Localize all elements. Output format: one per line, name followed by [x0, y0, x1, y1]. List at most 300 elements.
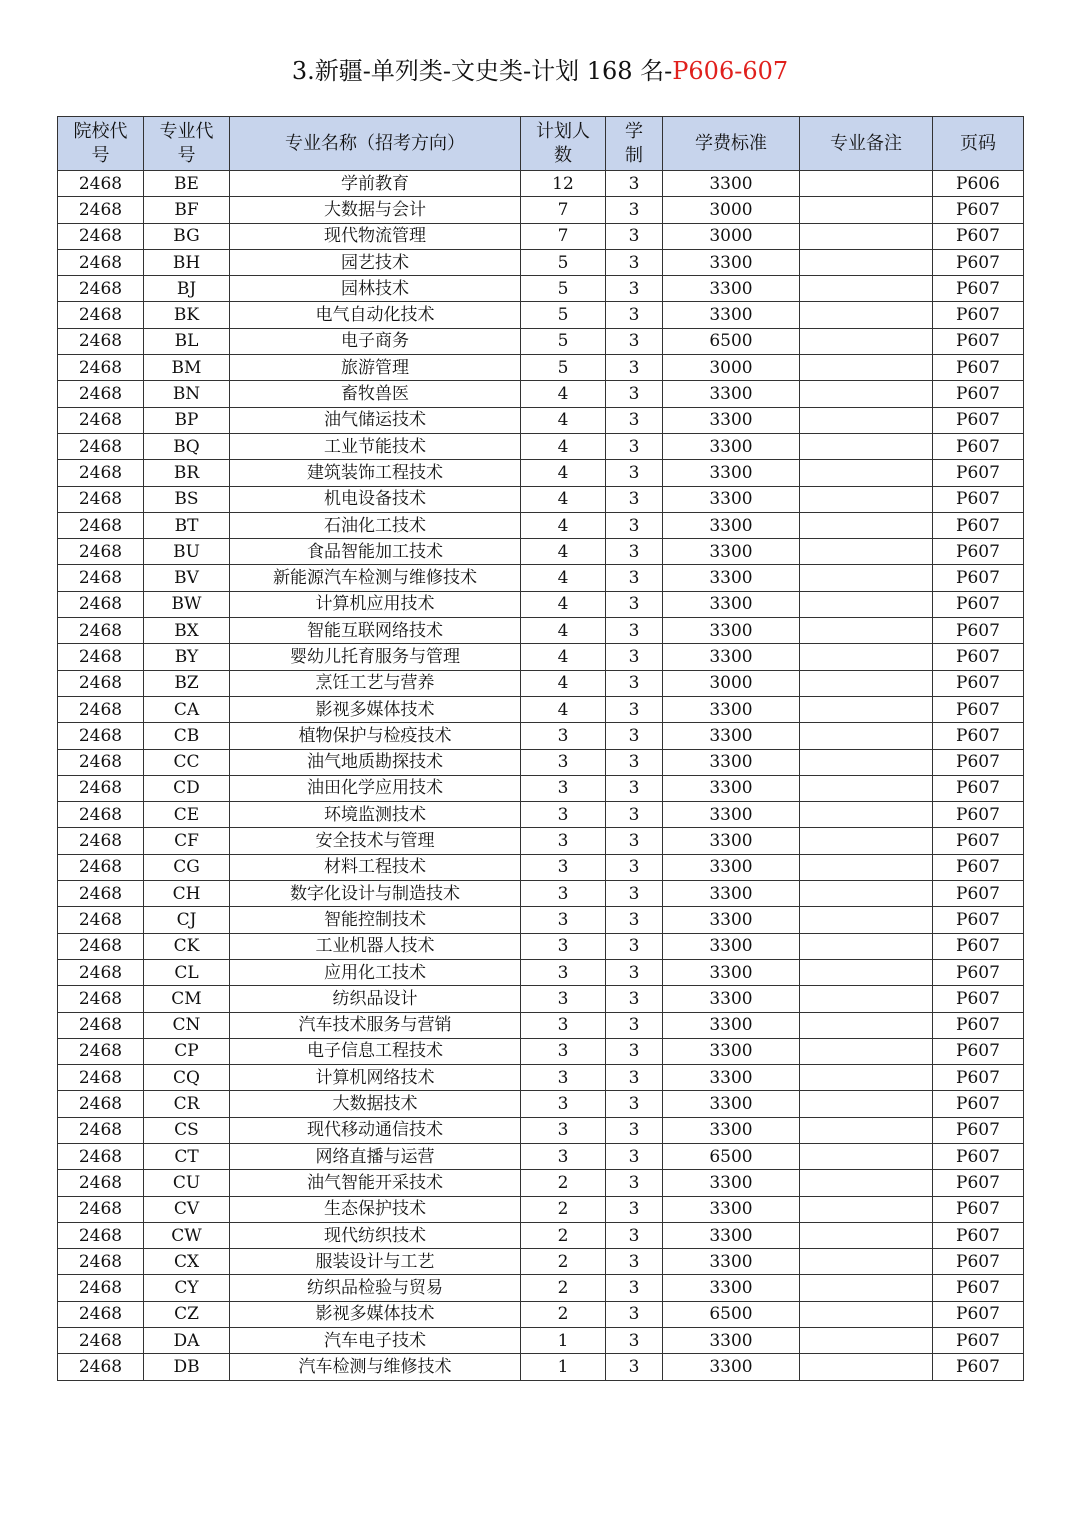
school-code-cell: 2468 [58, 1038, 144, 1064]
page-cell: P607 [933, 249, 1024, 275]
major-name-cell: 植物保护与检疫技术 [230, 723, 521, 749]
table-row [58, 881, 1024, 907]
plan-count-cell: 1 [521, 1328, 606, 1354]
major-code-cell: CR [144, 1091, 230, 1117]
table-row [58, 1091, 1024, 1117]
school-code-cell: 2468 [58, 828, 144, 854]
notes-cell [800, 486, 933, 512]
notes-cell [800, 223, 933, 249]
tuition-cell: 3000 [663, 670, 800, 696]
major-name-cell: 工业节能技术 [230, 433, 521, 459]
school-code-cell: 2468 [58, 355, 144, 381]
notes-cell [800, 1275, 933, 1301]
school-code-cell: 2468 [58, 1249, 144, 1275]
plan-count-cell: 5 [521, 355, 606, 381]
table-row [58, 907, 1024, 933]
duration-cell: 3 [606, 986, 663, 1012]
page-cell: P607 [933, 854, 1024, 880]
table-row [58, 407, 1024, 433]
tuition-cell: 3300 [663, 1065, 800, 1091]
major-name-cell: 影视多媒体技术 [230, 696, 521, 722]
notes-cell [800, 197, 933, 223]
tuition-cell: 3300 [663, 1091, 800, 1117]
notes-cell [800, 1143, 933, 1169]
major-name-cell: 机电设备技术 [230, 486, 521, 512]
major-name-cell: 计算机网络技术 [230, 1065, 521, 1091]
major-code-cell: BN [144, 381, 230, 407]
page-cell: P607 [933, 723, 1024, 749]
major-name-cell: 现代物流管理 [230, 223, 521, 249]
duration-cell: 3 [606, 959, 663, 985]
page-cell: P607 [933, 328, 1024, 354]
duration-cell: 3 [606, 171, 663, 197]
plan-count-cell: 5 [521, 249, 606, 275]
duration-cell: 3 [606, 1117, 663, 1143]
major-name-cell: 安全技术与管理 [230, 828, 521, 854]
school-code-cell: 2468 [58, 381, 144, 407]
duration-cell: 3 [606, 1143, 663, 1169]
duration-cell: 3 [606, 302, 663, 328]
page-cell: P607 [933, 407, 1024, 433]
duration-cell: 3 [606, 1012, 663, 1038]
page-cell: P607 [933, 1196, 1024, 1222]
table-row [58, 749, 1024, 775]
duration-cell: 3 [606, 618, 663, 644]
tuition-cell: 3300 [663, 986, 800, 1012]
school-code-cell: 2468 [58, 407, 144, 433]
major-code-cell: BY [144, 644, 230, 670]
major-code-cell: BZ [144, 670, 230, 696]
major-code-cell: CC [144, 749, 230, 775]
plan-count-cell: 2 [521, 1170, 606, 1196]
plan-count-cell: 3 [521, 881, 606, 907]
tuition-cell: 3300 [663, 749, 800, 775]
notes-cell [800, 1249, 933, 1275]
school-code-cell: 2468 [58, 881, 144, 907]
duration-cell: 3 [606, 933, 663, 959]
school-code-cell: 2468 [58, 539, 144, 565]
tuition-cell: 3300 [663, 1170, 800, 1196]
school-code-cell: 2468 [58, 171, 144, 197]
major-code-cell: CZ [144, 1301, 230, 1327]
major-name-cell: 工业机器人技术 [230, 933, 521, 959]
tuition-cell: 3300 [663, 1038, 800, 1064]
table-row [58, 591, 1024, 617]
major-code-cell: BS [144, 486, 230, 512]
plan-count-cell: 3 [521, 933, 606, 959]
table-row [58, 1328, 1024, 1354]
plan-count-cell: 3 [521, 1117, 606, 1143]
page-cell: P607 [933, 1222, 1024, 1248]
page-cell: P607 [933, 933, 1024, 959]
school-code-cell: 2468 [58, 1117, 144, 1143]
tuition-cell: 3300 [663, 828, 800, 854]
plan-count-cell: 4 [521, 433, 606, 459]
notes-cell [800, 802, 933, 828]
tuition-cell: 3300 [663, 1275, 800, 1301]
table-row [58, 1354, 1024, 1380]
major-name-cell: 大数据与会计 [230, 197, 521, 223]
school-code-cell: 2468 [58, 276, 144, 302]
major-name-cell: 学前教育 [230, 171, 521, 197]
notes-cell [800, 433, 933, 459]
notes-cell [800, 171, 933, 197]
duration-cell: 3 [606, 775, 663, 801]
major-code-cell: BQ [144, 433, 230, 459]
page-title [0, 52, 1080, 90]
tuition-cell: 3300 [663, 276, 800, 302]
notes-cell [800, 1170, 933, 1196]
duration-cell: 3 [606, 644, 663, 670]
notes-cell [800, 1328, 933, 1354]
major-code-cell: BJ [144, 276, 230, 302]
duration-cell: 3 [606, 591, 663, 617]
page-cell: P607 [933, 1038, 1024, 1064]
school-code-cell: 2468 [58, 775, 144, 801]
table-row [58, 959, 1024, 985]
page-cell: P607 [933, 775, 1024, 801]
tuition-cell: 3300 [663, 618, 800, 644]
school-code-cell: 2468 [58, 986, 144, 1012]
duration-cell: 3 [606, 1222, 663, 1248]
page-cell: P607 [933, 1275, 1024, 1301]
tuition-cell: 3300 [663, 959, 800, 985]
page-cell: P607 [933, 276, 1024, 302]
table-row [58, 828, 1024, 854]
tuition-cell: 6500 [663, 328, 800, 354]
major-name-cell: 材料工程技术 [230, 854, 521, 880]
notes-cell [800, 512, 933, 538]
plan-count-cell: 4 [521, 565, 606, 591]
plan-count-cell: 1 [521, 1354, 606, 1380]
major-code-cell: CJ [144, 907, 230, 933]
table-row [58, 171, 1024, 197]
table-row [58, 1117, 1024, 1143]
major-code-cell: BL [144, 328, 230, 354]
school-code-cell: 2468 [58, 802, 144, 828]
major-name-cell: 现代移动通信技术 [230, 1117, 521, 1143]
plan-count-cell: 3 [521, 1143, 606, 1169]
plan-count-cell: 3 [521, 775, 606, 801]
major-name-cell: 汽车技术服务与营销 [230, 1012, 521, 1038]
duration-cell: 3 [606, 512, 663, 538]
tuition-cell: 3300 [663, 1222, 800, 1248]
major-name-cell: 石油化工技术 [230, 512, 521, 538]
plan-count-cell: 12 [521, 171, 606, 197]
tuition-cell: 6500 [663, 1143, 800, 1169]
notes-cell [800, 302, 933, 328]
major-code-cell: CL [144, 959, 230, 985]
page-cell: P607 [933, 355, 1024, 381]
duration-cell: 3 [606, 907, 663, 933]
school-code-cell: 2468 [58, 249, 144, 275]
tuition-cell: 3300 [663, 1328, 800, 1354]
notes-cell [800, 723, 933, 749]
major-code-cell: CE [144, 802, 230, 828]
notes-cell [800, 881, 933, 907]
duration-cell: 3 [606, 276, 663, 302]
col-header-major-name: 专业名称（招考方向） [230, 117, 521, 171]
table-row [58, 1170, 1024, 1196]
major-name-cell: 园艺技术 [230, 249, 521, 275]
plan-count-cell: 3 [521, 854, 606, 880]
major-code-cell: CA [144, 696, 230, 722]
notes-cell [800, 1301, 933, 1327]
notes-cell [800, 828, 933, 854]
plan-count-cell: 3 [521, 1091, 606, 1117]
page-cell: P607 [933, 1328, 1024, 1354]
plan-count-cell: 4 [521, 644, 606, 670]
school-code-cell: 2468 [58, 749, 144, 775]
school-code-cell: 2468 [58, 959, 144, 985]
notes-cell [800, 1117, 933, 1143]
table-row [58, 696, 1024, 722]
page-cell: P607 [933, 1065, 1024, 1091]
duration-cell: 3 [606, 223, 663, 249]
school-code-cell: 2468 [58, 197, 144, 223]
table-row [58, 433, 1024, 459]
duration-cell: 3 [606, 407, 663, 433]
school-code-cell: 2468 [58, 1328, 144, 1354]
notes-cell [800, 1091, 933, 1117]
school-code-cell: 2468 [58, 933, 144, 959]
notes-cell [800, 407, 933, 433]
major-code-cell: CD [144, 775, 230, 801]
major-code-cell: BF [144, 197, 230, 223]
major-code-cell: CX [144, 1249, 230, 1275]
school-code-cell: 2468 [58, 1170, 144, 1196]
major-code-cell: BX [144, 618, 230, 644]
tuition-cell: 3300 [663, 512, 800, 538]
major-code-cell: CY [144, 1275, 230, 1301]
tuition-cell: 3300 [663, 775, 800, 801]
school-code-cell: 2468 [58, 1301, 144, 1327]
school-code-cell: 2468 [58, 1275, 144, 1301]
school-code-cell: 2468 [58, 854, 144, 880]
school-code-cell: 2468 [58, 460, 144, 486]
table-row [58, 1249, 1024, 1275]
duration-cell: 3 [606, 355, 663, 381]
table-row [58, 1275, 1024, 1301]
plan-count-cell: 2 [521, 1301, 606, 1327]
col-header-major-code: 专业代号 [144, 117, 230, 171]
notes-cell [800, 670, 933, 696]
table-row [58, 565, 1024, 591]
table-row [58, 1196, 1024, 1222]
tuition-cell: 3300 [663, 644, 800, 670]
notes-cell [800, 933, 933, 959]
page-cell: P607 [933, 486, 1024, 512]
title-page-range: P606-607 [672, 57, 789, 85]
page-cell: P607 [933, 749, 1024, 775]
table-row [58, 618, 1024, 644]
notes-cell [800, 644, 933, 670]
page-cell: P607 [933, 959, 1024, 985]
major-code-cell: CP [144, 1038, 230, 1064]
table-row [58, 1222, 1024, 1248]
col-header-page: 页码 [933, 117, 1024, 171]
table-row [58, 328, 1024, 354]
tuition-cell: 3300 [663, 907, 800, 933]
school-code-cell: 2468 [58, 1354, 144, 1380]
plan-count-cell: 3 [521, 749, 606, 775]
school-code-cell: 2468 [58, 1065, 144, 1091]
major-name-cell: 影视多媒体技术 [230, 1301, 521, 1327]
school-code-cell: 2468 [58, 565, 144, 591]
page-cell: P607 [933, 802, 1024, 828]
major-name-cell: 汽车检测与维修技术 [230, 1354, 521, 1380]
notes-cell [800, 591, 933, 617]
title-prefix: 3.新疆-单列类-文史类-计划 168 名- [291, 57, 673, 85]
tuition-cell: 3300 [663, 460, 800, 486]
plan-count-cell: 4 [521, 539, 606, 565]
table-row [58, 644, 1024, 670]
tuition-cell: 6500 [663, 1301, 800, 1327]
table-row [58, 223, 1024, 249]
page-cell: P607 [933, 565, 1024, 591]
notes-cell [800, 249, 933, 275]
page-cell: P607 [933, 1301, 1024, 1327]
duration-cell: 3 [606, 828, 663, 854]
duration-cell: 3 [606, 1249, 663, 1275]
school-code-cell: 2468 [58, 1222, 144, 1248]
plan-count-cell: 3 [521, 1065, 606, 1091]
school-code-cell: 2468 [58, 223, 144, 249]
page-cell: P607 [933, 381, 1024, 407]
table-row [58, 302, 1024, 328]
school-code-cell: 2468 [58, 433, 144, 459]
major-code-cell: BR [144, 460, 230, 486]
school-code-cell: 2468 [58, 591, 144, 617]
major-name-cell: 油气地质勘探技术 [230, 749, 521, 775]
table-row [58, 381, 1024, 407]
plan-count-cell: 2 [521, 1275, 606, 1301]
tuition-cell: 3300 [663, 802, 800, 828]
major-code-cell: CK [144, 933, 230, 959]
tuition-cell: 3300 [663, 407, 800, 433]
major-name-cell: 智能控制技术 [230, 907, 521, 933]
plan-count-cell: 3 [521, 828, 606, 854]
page-cell: P607 [933, 591, 1024, 617]
notes-cell [800, 1038, 933, 1064]
page-cell: P607 [933, 1143, 1024, 1169]
notes-cell [800, 775, 933, 801]
page-cell: P607 [933, 512, 1024, 538]
duration-cell: 3 [606, 1196, 663, 1222]
duration-cell: 3 [606, 1091, 663, 1117]
major-code-cell: CG [144, 854, 230, 880]
tuition-cell: 3300 [663, 381, 800, 407]
plan-count-cell: 4 [521, 512, 606, 538]
page-cell: P607 [933, 1249, 1024, 1275]
plan-count-cell: 2 [521, 1249, 606, 1275]
major-name-cell: 纺织品检验与贸易 [230, 1275, 521, 1301]
plan-count-cell: 4 [521, 407, 606, 433]
major-name-cell: 网络直播与运营 [230, 1143, 521, 1169]
tuition-cell: 3300 [663, 1249, 800, 1275]
page-cell: P607 [933, 1354, 1024, 1380]
page-cell: P607 [933, 828, 1024, 854]
school-code-cell: 2468 [58, 723, 144, 749]
tuition-cell: 3300 [663, 1354, 800, 1380]
plan-count-cell: 5 [521, 276, 606, 302]
table-row [58, 1065, 1024, 1091]
tuition-cell: 3000 [663, 223, 800, 249]
page-cell: P607 [933, 986, 1024, 1012]
plan-count-cell: 3 [521, 802, 606, 828]
notes-cell [800, 1065, 933, 1091]
notes-cell [800, 986, 933, 1012]
duration-cell: 3 [606, 433, 663, 459]
duration-cell: 3 [606, 881, 663, 907]
col-header-duration: 学制 [606, 117, 663, 171]
tuition-cell: 3300 [663, 539, 800, 565]
table-row [58, 670, 1024, 696]
major-code-cell: DB [144, 1354, 230, 1380]
major-name-cell: 畜牧兽医 [230, 381, 521, 407]
plan-count-cell: 2 [521, 1222, 606, 1248]
col-header-plan-count: 计划人数 [521, 117, 606, 171]
major-code-cell: CU [144, 1170, 230, 1196]
duration-cell: 3 [606, 1065, 663, 1091]
tuition-cell: 3300 [663, 723, 800, 749]
major-name-cell: 生态保护技术 [230, 1196, 521, 1222]
plan-count-cell: 5 [521, 328, 606, 354]
duration-cell: 3 [606, 328, 663, 354]
page-cell: P607 [933, 1117, 1024, 1143]
tuition-cell: 3300 [663, 486, 800, 512]
major-code-cell: BW [144, 591, 230, 617]
table-row [58, 1012, 1024, 1038]
major-name-cell: 智能互联网络技术 [230, 618, 521, 644]
page-cell: P607 [933, 302, 1024, 328]
page-cell: P607 [933, 197, 1024, 223]
table-body [58, 171, 1024, 1381]
duration-cell: 3 [606, 670, 663, 696]
page-cell: P607 [933, 460, 1024, 486]
page-cell: P607 [933, 1170, 1024, 1196]
table-row [58, 723, 1024, 749]
table-row [58, 539, 1024, 565]
table-row [58, 1038, 1024, 1064]
tuition-cell: 3300 [663, 881, 800, 907]
duration-cell: 3 [606, 1275, 663, 1301]
duration-cell: 3 [606, 565, 663, 591]
plan-count-cell: 4 [521, 486, 606, 512]
page-cell: P606 [933, 171, 1024, 197]
duration-cell: 3 [606, 1170, 663, 1196]
school-code-cell: 2468 [58, 486, 144, 512]
duration-cell: 3 [606, 1328, 663, 1354]
page-cell: P607 [933, 1091, 1024, 1117]
plan-count-cell: 4 [521, 618, 606, 644]
major-code-cell: CW [144, 1222, 230, 1248]
plan-count-cell: 3 [521, 1012, 606, 1038]
duration-cell: 3 [606, 749, 663, 775]
major-name-cell: 大数据技术 [230, 1091, 521, 1117]
major-code-cell: CN [144, 1012, 230, 1038]
notes-cell [800, 1222, 933, 1248]
school-code-cell: 2468 [58, 670, 144, 696]
notes-cell [800, 749, 933, 775]
page-cell: P607 [933, 644, 1024, 670]
school-code-cell: 2468 [58, 302, 144, 328]
duration-cell: 3 [606, 1301, 663, 1327]
plan-count-cell: 4 [521, 460, 606, 486]
school-code-cell: 2468 [58, 644, 144, 670]
school-code-cell: 2468 [58, 1091, 144, 1117]
table-header-row [58, 117, 1024, 171]
